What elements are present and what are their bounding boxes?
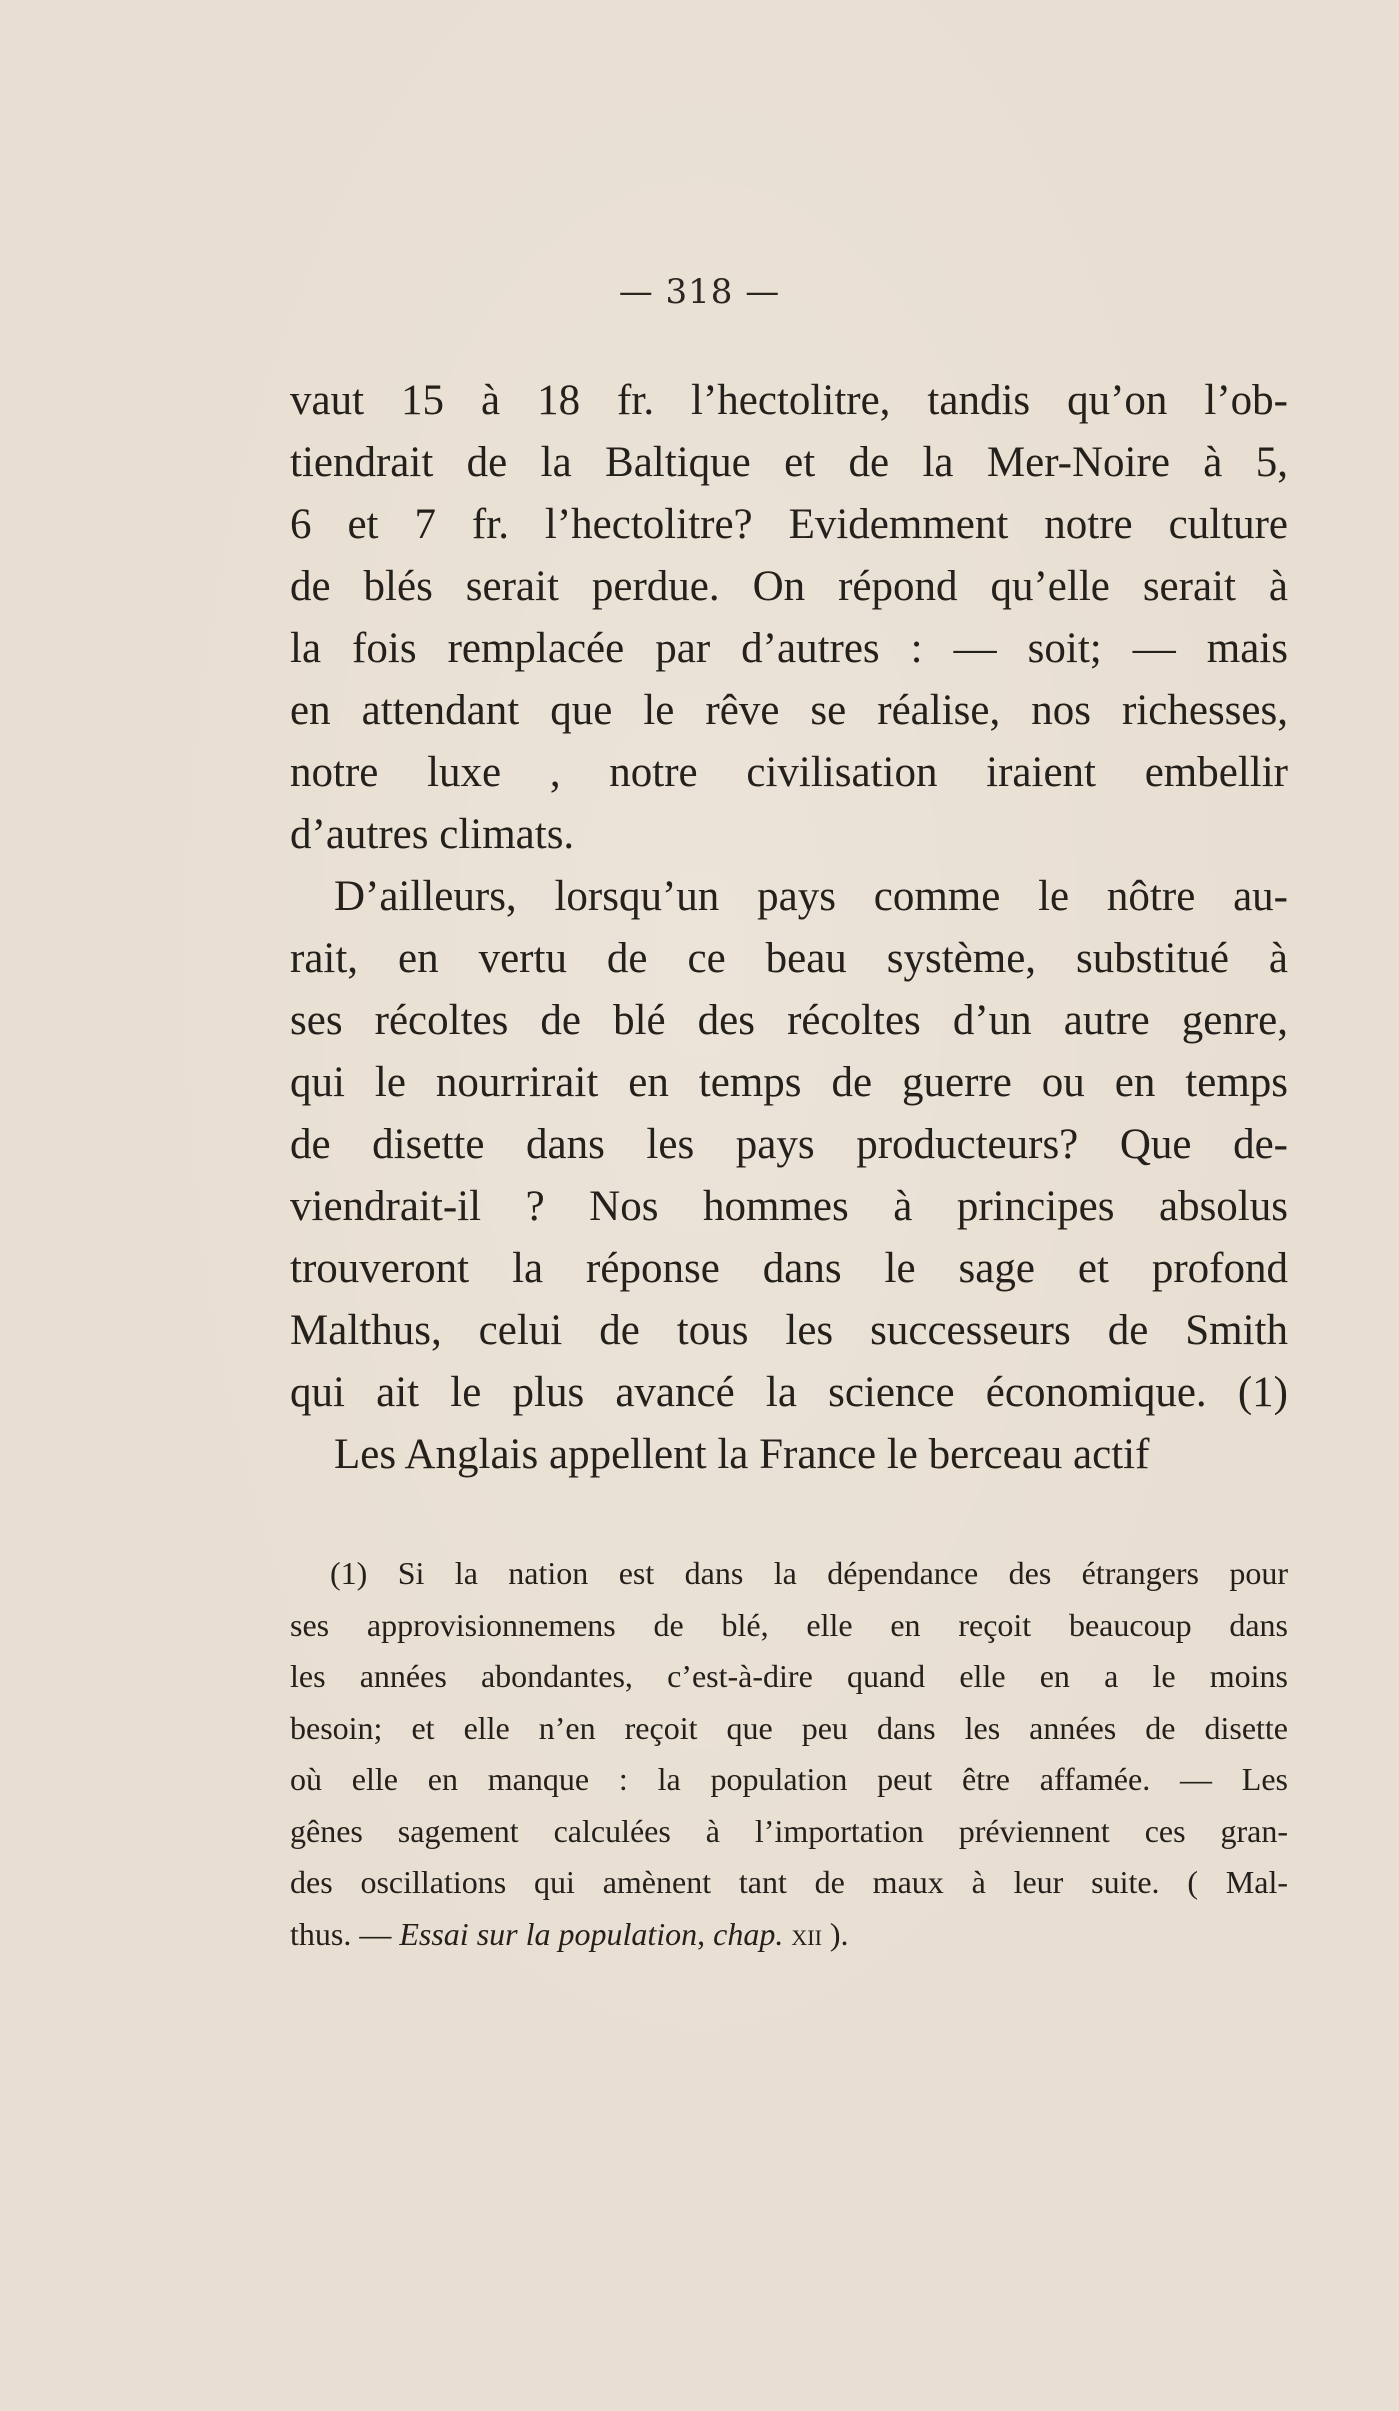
text-line: en attendant que le rêve se réalise, nos richesses, — [290, 687, 1288, 734]
footnote — [290, 1548, 1288, 1960]
text-line: Les Anglais appellent la France le berceau actif — [334, 1431, 1150, 1478]
text-line: qui ait le plus avancé la science économique. (1) — [290, 1369, 1288, 1416]
footnote-comma: , — [697, 1915, 714, 1952]
text-line: rait, en vertu de ce beau système, substitué à — [290, 935, 1288, 982]
text-line: tiendrait de la Baltique et de la Mer-Noire à 5, — [290, 439, 1288, 486]
text-line: notre luxe , notre civilisation iraient embellir — [290, 749, 1288, 796]
text-line: trouveront la réponse dans le sage et profond — [290, 1245, 1288, 1292]
text-line: viendrait-il ? Nos hommes à principes absolus — [290, 1183, 1288, 1230]
footnote-line: gênes sagement calculées à l’importation préviennent ces gran- — [290, 1812, 1288, 1849]
text-line: ses récoltes de blé des récoltes d’un autre genre, — [290, 997, 1288, 1044]
footnote-line: (1) Si la nation est dans la dépendance des étrangers pour — [330, 1555, 1288, 1591]
footnote-line: des oscillations qui amènent tant de maux à leur suite. ( Mal- — [290, 1864, 1288, 1900]
chapter-number: xii ). — [783, 1915, 849, 1952]
footnote-line: ses approvisionnemens de blé, elle en reçoit beaucoup dans — [290, 1606, 1288, 1643]
footnote-line: où elle en manque : la population peut être affamée. — Les — [290, 1761, 1288, 1797]
text-line: de disette dans les pays producteurs? Que de- — [290, 1121, 1288, 1168]
footnote-prefix: thus. — — [290, 1915, 400, 1952]
text-line: d’autres climats. — [290, 811, 575, 858]
text-line: la fois remplacée par d’autres : — soit; — mais — [290, 625, 1288, 672]
footnote-line: les années abondantes, c’est-à-dire quand elle en a le moins — [290, 1658, 1288, 1694]
text-line: 6 et 7 fr. l’hectolitre? Evidemment notre culture — [290, 501, 1288, 548]
chapter-label: chap. — [713, 1915, 784, 1952]
footnote-line: besoin; et elle n’en reçoit que peu dans les années de disette — [290, 1709, 1288, 1746]
text-line: qui le nourrirait en temps de guerre ou en temps — [290, 1059, 1288, 1106]
footnote-last-line — [290, 1909, 1288, 1961]
main-text — [290, 370, 1288, 1486]
book-title: Essai sur la population — [399, 1915, 698, 1952]
text-line: vaut 15 à 18 fr. l’hectolitre, tandis qu’on l’ob- — [290, 377, 1288, 424]
page-number: — 318 — — [618, 272, 781, 312]
text-line: de blés serait perdue. On répond qu’elle serait à — [290, 563, 1288, 610]
text-line: D’ailleurs, lorsqu’un pays comme le nôtre au- — [334, 873, 1288, 920]
text-line: Malthus, celui de tous les successeurs de Smith — [290, 1307, 1288, 1354]
